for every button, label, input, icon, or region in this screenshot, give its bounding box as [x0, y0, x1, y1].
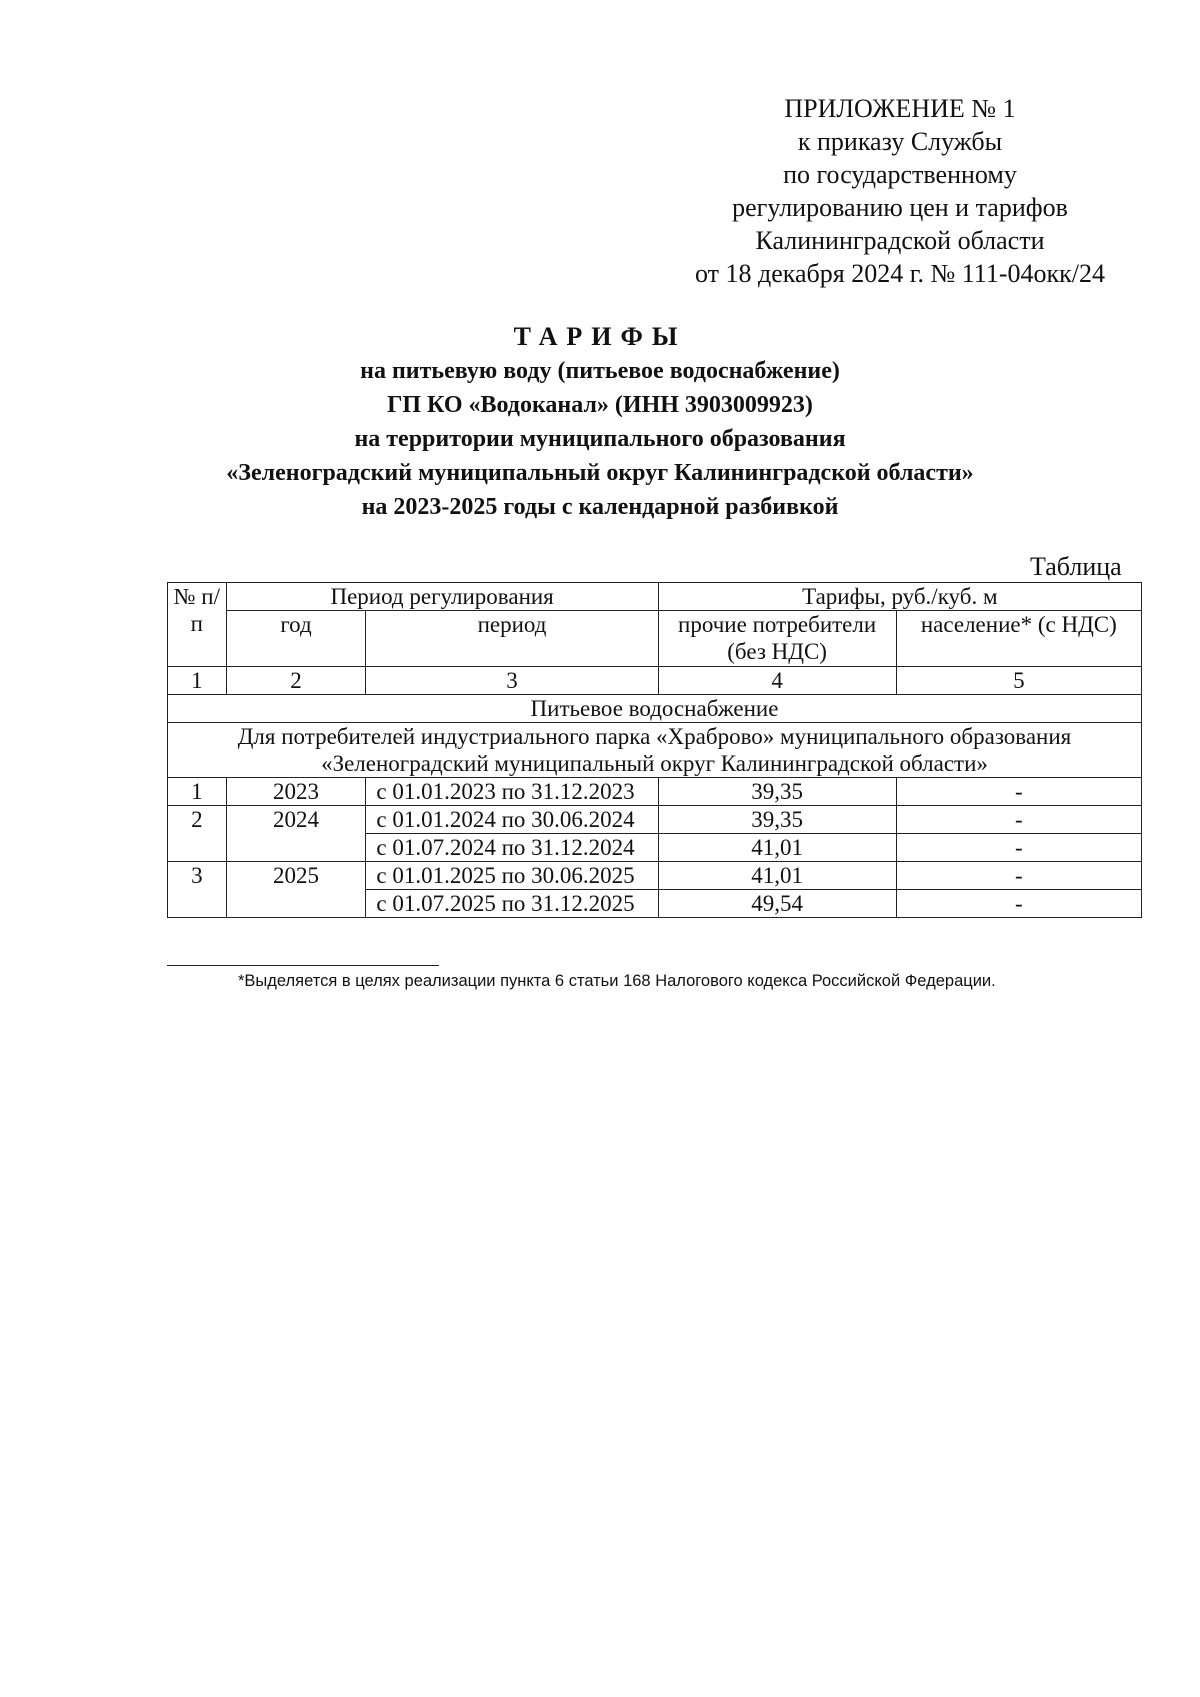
footnote-divider — [167, 965, 439, 966]
appendix-line: ПРИЛОЖЕНИЕ № 1 — [784, 94, 1016, 123]
table-row — [168, 778, 1142, 806]
tariffs-table — [167, 582, 1142, 918]
header-population: население* (с НДС) — [896, 611, 1141, 667]
column-number: 5 — [896, 667, 1141, 695]
header-year: год — [226, 611, 366, 667]
row-population-tariff: - — [896, 806, 1141, 834]
table-row — [168, 806, 1142, 834]
header-tariffs: Тарифы, руб./куб. м — [658, 583, 1141, 611]
column-number: 1 — [168, 667, 227, 695]
subsection-title: Для потребителей индустриального парка «Храброво» муниципального образования «Зеленоградский муниципальный округ Калининградской области» — [168, 723, 1142, 778]
row-period: с 01.01.2025 по 30.06.2025 — [366, 862, 658, 890]
column-number: 4 — [658, 667, 896, 695]
title-line: на территории муниципального образования — [354, 426, 846, 452]
row-population-tariff: - — [896, 834, 1141, 862]
row-no: 2 — [168, 806, 227, 862]
table-row — [168, 862, 1142, 890]
appendix-line: по государственному — [783, 160, 1017, 189]
header-other-consumers: прочие потребители (без НДС) — [658, 611, 896, 667]
appendix-line: от 18 декабря 2024 г. № 111-04окк/24 — [694, 259, 1105, 288]
row-year: 2024 — [226, 806, 366, 862]
row-no: 1 — [168, 778, 227, 806]
row-no: 3 — [168, 862, 227, 918]
appendix-line: к приказу Службы — [797, 127, 1003, 156]
title-line: «Зеленоградский муниципальный округ Калининградской области» — [226, 460, 974, 486]
row-period: с 01.07.2025 по 31.12.2025 — [366, 890, 658, 918]
column-number: 2 — [226, 667, 366, 695]
footnote: *Выделяется в целях реализации пункта 6 статьи 168 Налогового кодекса Российской Федерации. — [238, 972, 996, 990]
row-population-tariff: - — [896, 778, 1141, 806]
row-population-tariff: - — [896, 862, 1141, 890]
column-number: 3 — [366, 667, 658, 695]
header-regulation-period: Период регулирования — [226, 583, 658, 611]
header-period: период — [366, 611, 658, 667]
row-other-tariff: 41,01 — [658, 862, 896, 890]
row-period: с 01.01.2024 по 30.06.2024 — [366, 806, 658, 834]
subsection-row — [168, 723, 1142, 778]
row-other-tariff: 49,54 — [658, 890, 896, 918]
header-row — [168, 583, 1142, 611]
table-label: Таблица — [1030, 552, 1122, 581]
appendix-line: регулированию цен и тарифов — [732, 193, 1068, 222]
title-line: на питьевую воду (питьевое водоснабжение) — [360, 358, 840, 384]
row-other-tariff: 39,35 — [658, 806, 896, 834]
column-numbers-row — [168, 667, 1142, 695]
header-subrow — [168, 611, 1142, 667]
appendix-header — [640, 92, 1160, 290]
appendix-line: Калининградской области — [755, 226, 1045, 255]
main-title: ТАРИФЫ — [513, 322, 687, 351]
document-title — [160, 320, 1040, 524]
title-line: ГП КО «Водоканал» (ИНН 3903009923) — [387, 392, 813, 418]
title-line: на 2023-2025 годы с календарной разбивкой — [361, 494, 839, 520]
row-year: 2025 — [226, 862, 366, 918]
section-title: Питьевое водоснабжение — [168, 695, 1142, 723]
row-other-tariff: 39,35 — [658, 778, 896, 806]
section-row — [168, 695, 1142, 723]
row-year: 2023 — [226, 778, 366, 806]
row-population-tariff: - — [896, 890, 1141, 918]
row-other-tariff: 41,01 — [658, 834, 896, 862]
row-period: с 01.01.2023 по 31.12.2023 — [366, 778, 658, 806]
row-period: с 01.07.2024 по 31.12.2024 — [366, 834, 658, 862]
header-no: № п/п — [168, 583, 227, 667]
